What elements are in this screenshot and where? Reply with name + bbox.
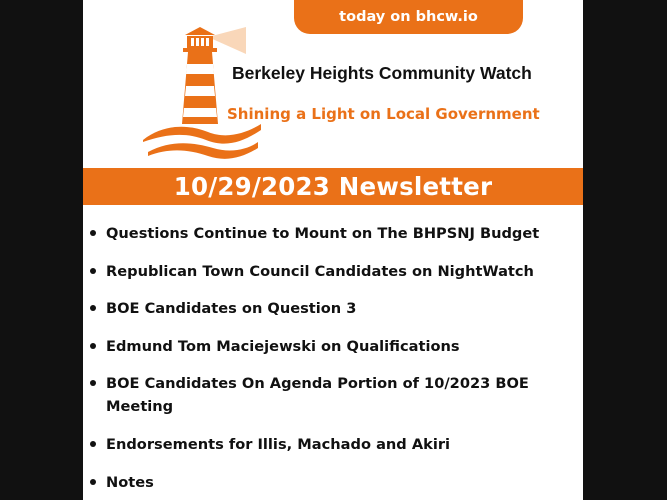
cta-button[interactable]: today on bhcw.io xyxy=(294,0,523,34)
org-title: Berkeley Heights Community Watch xyxy=(232,63,532,83)
list-item[interactable] xyxy=(106,222,576,245)
newsletter-item-list xyxy=(83,222,576,500)
lighthouse-icon xyxy=(138,24,263,162)
list-item-link[interactable]: Republican Town Council Candidates on NightWatch xyxy=(106,262,534,280)
list-item-link[interactable]: Endorsements for Illis, Machado and Akiri xyxy=(106,435,451,453)
list-item-link[interactable]: Notes xyxy=(106,473,154,491)
list-item-link[interactable]: BOE Candidates On Agenda Portion of 10/2023 BOE Meeting xyxy=(106,375,529,416)
list-item-link[interactable]: BOE Candidates on Question 3 xyxy=(106,300,357,318)
list-item[interactable] xyxy=(106,260,576,283)
list-item[interactable] xyxy=(106,471,576,494)
newsletter-title: 10/29/2023 Newsletter xyxy=(173,172,493,201)
list-item[interactable] xyxy=(106,335,576,358)
list-item-link[interactable]: Edmund Tom Maciejewski on Qualifications xyxy=(106,337,460,355)
list-item[interactable] xyxy=(106,297,576,320)
list-item[interactable] xyxy=(106,372,576,418)
list-item[interactable] xyxy=(106,433,576,456)
newsletter-page xyxy=(83,0,583,500)
newsletter-banner xyxy=(83,168,583,205)
list-item-link[interactable]: Questions Continue to Mount on The BHPSNJ Budget xyxy=(106,225,540,242)
tagline: Shining a Light on Local Government xyxy=(227,105,540,123)
